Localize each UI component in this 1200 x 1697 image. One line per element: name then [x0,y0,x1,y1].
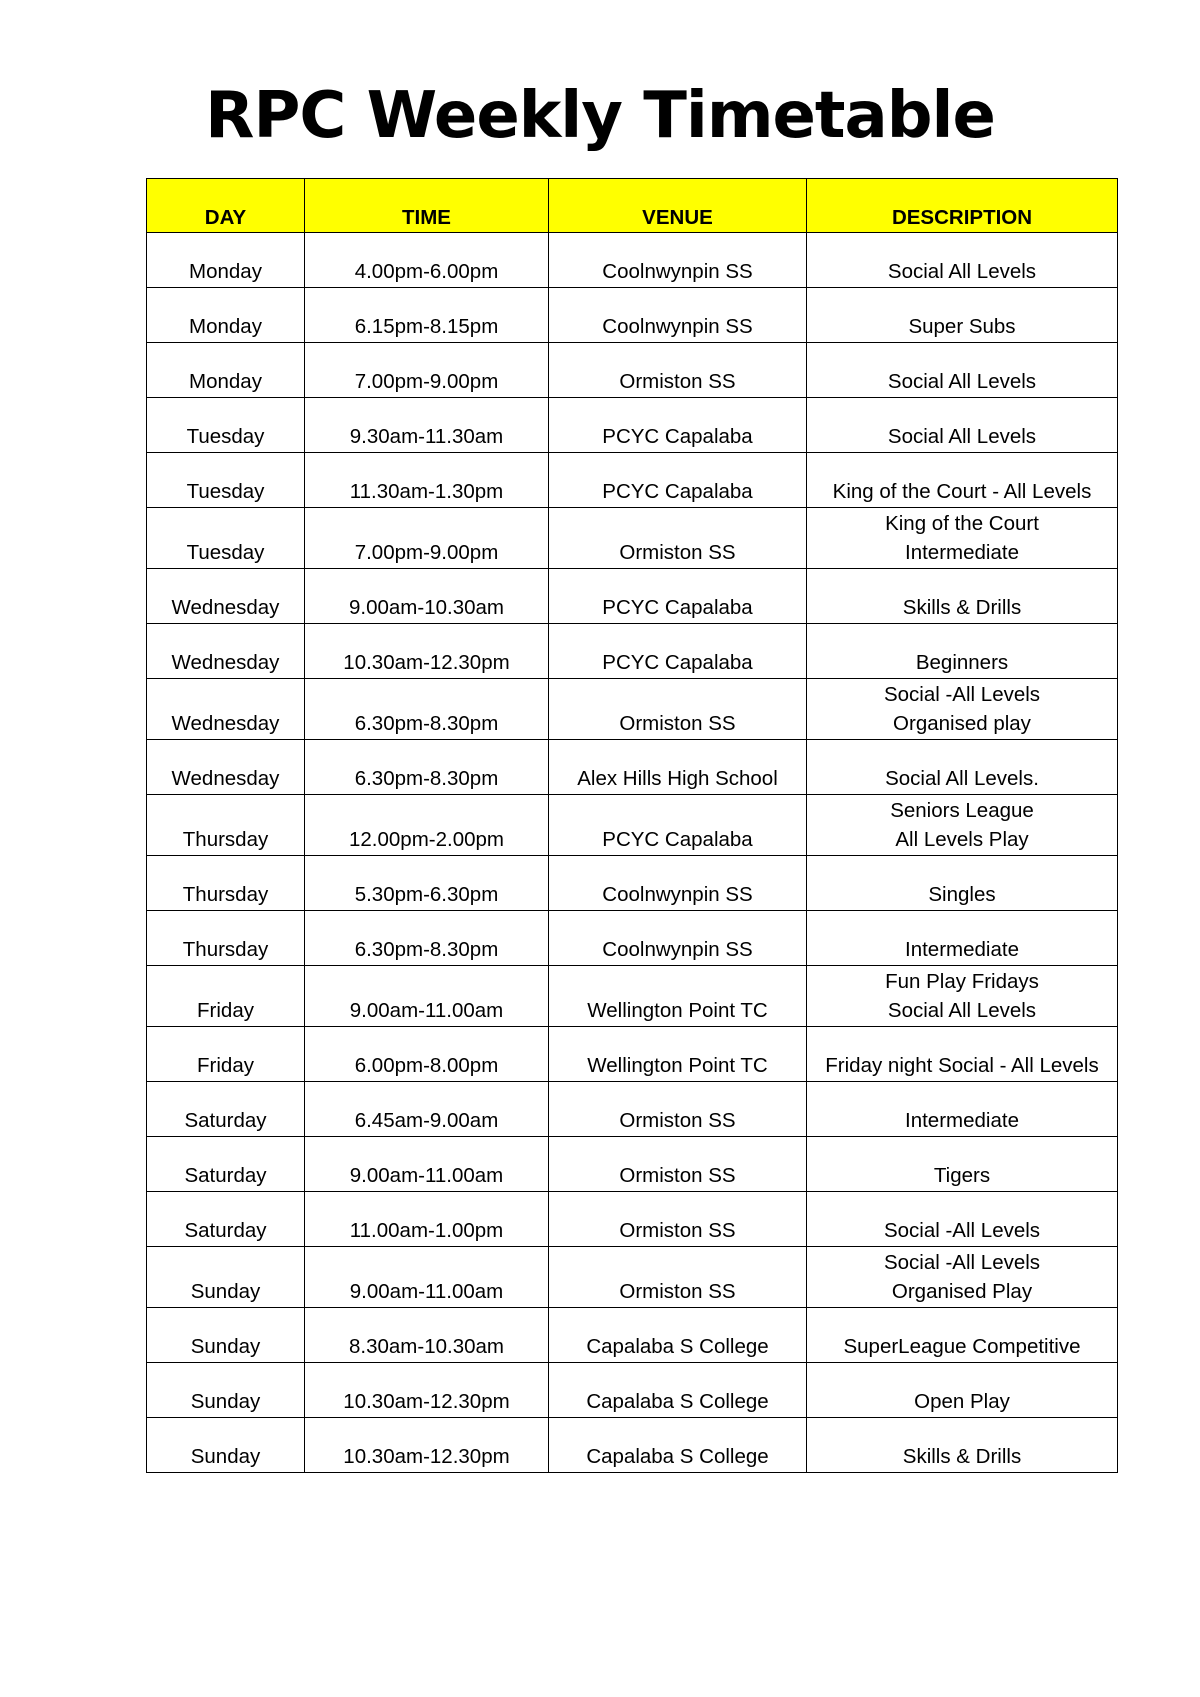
description-line: King of the Court - All Levels [832,480,1092,503]
cell-time: 10.30am-12.30pm [305,1363,549,1418]
table-row [147,911,1118,966]
timetable-body [147,233,1118,1473]
description-line: Intermediate [905,938,1019,961]
description-line: Tigers [933,1164,991,1187]
cell-venue: Ormiston SS [549,1082,807,1137]
description-line: Social All Levels [887,999,1037,1022]
timetable [146,178,1118,1473]
cell-time: 7.00pm-9.00pm [305,343,549,398]
description-line: Beginners [915,651,1009,674]
description-line: Social -All Levels [883,1219,1041,1242]
cell-time: 8.30am-10.30am [305,1308,549,1363]
cell-day: Wednesday [147,740,305,795]
cell-description [807,1192,1118,1247]
cell-description [807,1418,1118,1473]
cell-venue: PCYC Capalaba [549,398,807,453]
cell-day: Friday [147,1027,305,1082]
table-row [147,569,1118,624]
cell-time: 5.30pm-6.30pm [305,856,549,911]
cell-day: Saturday [147,1082,305,1137]
cell-day: Tuesday [147,453,305,508]
cell-day: Sunday [147,1363,305,1418]
cell-venue: Wellington Point TC [549,1027,807,1082]
page-title: RPC Weekly Timetable [205,79,995,153]
cell-time: 9.00am-11.00am [305,1137,549,1192]
description-line: All Levels Play [895,828,1029,851]
cell-day: Sunday [147,1247,305,1308]
cell-time: 9.00am-11.00am [305,1247,549,1308]
cell-description [807,740,1118,795]
table-row [147,966,1118,1027]
table-row [147,1418,1118,1473]
description-line: Fun Play Fridays [885,970,1039,993]
cell-venue: Capalaba S College [549,1363,807,1418]
cell-time: 10.30am-12.30pm [305,1418,549,1473]
cell-venue: Capalaba S College [549,1418,807,1473]
description-line: Singles [928,883,996,906]
description-line: SuperLeague Competitive [843,1335,1081,1358]
cell-venue: Wellington Point TC [549,966,807,1027]
cell-description [807,1027,1118,1082]
cell-time: 9.30am-11.30am [305,398,549,453]
cell-time: 9.00am-10.30am [305,569,549,624]
cell-day: Friday [147,966,305,1027]
table-row [147,1308,1118,1363]
cell-time: 9.00am-11.00am [305,966,549,1027]
cell-time: 6.15pm-8.15pm [305,288,549,343]
cell-venue: Ormiston SS [549,1247,807,1308]
cell-day: Thursday [147,856,305,911]
cell-day: Saturday [147,1192,305,1247]
cell-description [807,679,1118,740]
cell-day: Wednesday [147,624,305,679]
cell-day: Monday [147,288,305,343]
table-row [147,1137,1118,1192]
table-row [147,288,1118,343]
table-row [147,1363,1118,1418]
table-row [147,233,1118,288]
cell-description [807,966,1118,1027]
cell-description [807,398,1118,453]
cell-venue: Ormiston SS [549,508,807,569]
cell-day: Monday [147,233,305,288]
table-row [147,1027,1118,1082]
cell-time: 12.00pm-2.00pm [305,795,549,856]
header-description: DESCRIPTION [807,179,1118,233]
cell-description [807,1308,1118,1363]
cell-venue: Capalaba S College [549,1308,807,1363]
table-row [147,856,1118,911]
description-line: Social -All Levels [883,1251,1041,1274]
cell-venue: Coolnwynpin SS [549,856,807,911]
cell-time: 7.00pm-9.00pm [305,508,549,569]
header-venue: VENUE [549,179,807,233]
cell-day: Tuesday [147,398,305,453]
table-row [147,624,1118,679]
description-line: Skills & Drills [902,596,1022,619]
description-line: Super Subs [908,315,1016,338]
cell-day: Wednesday [147,569,305,624]
cell-description [807,343,1118,398]
table-row [147,398,1118,453]
description-line: Intermediate [905,1109,1019,1132]
table-row [147,740,1118,795]
cell-description [807,856,1118,911]
description-line: Social All Levels. [885,767,1039,790]
table-row [147,1082,1118,1137]
cell-day: Thursday [147,911,305,966]
description-line: Organised play [893,712,1031,735]
cell-venue: Coolnwynpin SS [549,911,807,966]
cell-venue: PCYC Capalaba [549,569,807,624]
cell-description [807,911,1118,966]
table-row [147,343,1118,398]
table-row [147,795,1118,856]
table-row [147,453,1118,508]
header-day: DAY [147,179,305,233]
cell-venue: Alex Hills High School [549,740,807,795]
description-line: Friday night Social - All Levels [825,1054,1099,1077]
cell-description [807,1363,1118,1418]
cell-venue: Coolnwynpin SS [549,288,807,343]
cell-time: 4.00pm-6.00pm [305,233,549,288]
cell-time: 6.30pm-8.30pm [305,679,549,740]
cell-time: 6.00pm-8.00pm [305,1027,549,1082]
description-line: Skills & Drills [902,1445,1022,1468]
table-row [147,679,1118,740]
cell-venue: Ormiston SS [549,679,807,740]
cell-venue: PCYC Capalaba [549,795,807,856]
header-row [147,179,1118,233]
cell-description [807,288,1118,343]
cell-venue: Ormiston SS [549,1192,807,1247]
description-line: King of the Court [885,512,1039,535]
cell-time: 11.30am-1.30pm [305,453,549,508]
cell-day: Monday [147,343,305,398]
cell-day: Sunday [147,1418,305,1473]
cell-day: Saturday [147,1137,305,1192]
cell-day: Tuesday [147,508,305,569]
cell-time: 6.30pm-8.30pm [305,911,549,966]
description-line: Social All Levels [887,425,1037,448]
cell-description [807,1247,1118,1308]
table-row [147,1247,1118,1308]
cell-time: 6.30pm-8.30pm [305,740,549,795]
header-time: TIME [305,179,549,233]
description-line: Seniors League [890,799,1034,822]
cell-description [807,624,1118,679]
cell-description [807,795,1118,856]
table-row [147,508,1118,569]
table-row [147,1192,1118,1247]
cell-description [807,1082,1118,1137]
cell-time: 6.45am-9.00am [305,1082,549,1137]
cell-venue: Coolnwynpin SS [549,233,807,288]
cell-description [807,233,1118,288]
cell-venue: Ormiston SS [549,343,807,398]
description-line: Open Play [914,1390,1010,1413]
description-line: Intermediate [905,541,1019,564]
cell-description [807,569,1118,624]
cell-day: Wednesday [147,679,305,740]
description-line: Social All Levels [887,260,1037,283]
cell-description [807,508,1118,569]
cell-description [807,453,1118,508]
description-line: Organised Play [891,1280,1033,1303]
description-line: Social All Levels [887,370,1037,393]
cell-time: 11.00am-1.00pm [305,1192,549,1247]
cell-venue: PCYC Capalaba [549,453,807,508]
cell-description [807,1137,1118,1192]
cell-venue: PCYC Capalaba [549,624,807,679]
cell-time: 10.30am-12.30pm [305,624,549,679]
cell-day: Thursday [147,795,305,856]
description-line: Social -All Levels [883,683,1041,706]
cell-venue: Ormiston SS [549,1137,807,1192]
cell-day: Sunday [147,1308,305,1363]
